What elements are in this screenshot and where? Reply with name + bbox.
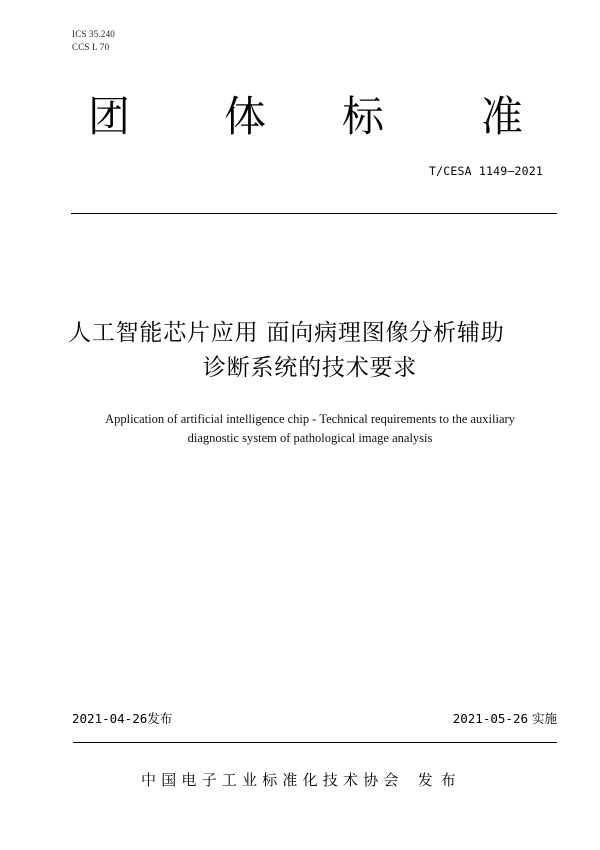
title-en-line-2: diagnostic system of pathological image analysis	[187, 431, 433, 445]
bottom-divider	[73, 742, 557, 743]
standard-type-char: 标	[342, 92, 385, 141]
release-date-label: 发布	[147, 711, 173, 726]
effective-date	[453, 710, 557, 728]
publisher	[141, 770, 464, 790]
effective-date-value: 2021-05-26	[452, 711, 528, 726]
standard-type-char: 团	[88, 92, 131, 141]
effective-date-label: 实施	[531, 711, 557, 726]
release-date	[72, 710, 172, 728]
top-divider	[71, 213, 557, 214]
ics-code: ICS 35.240	[72, 29, 116, 39]
publisher-action: 发布	[417, 771, 464, 789]
standard-type-char: 准	[481, 92, 524, 141]
title-en-line-1: Application of artificial intelligence chip - Technical requirements to the auxiliary	[105, 412, 515, 426]
publisher-name: 中国电子工业标准化技术协会	[141, 771, 404, 789]
title-zh-line-1: 人工智能芯片应用 面向病理图像分析辅助	[68, 320, 505, 346]
standard-number: T/CESA 1149—2021	[429, 164, 543, 178]
title-zh-line-2: 诊断系统的技术要求	[202, 355, 418, 381]
standard-type-char: 体	[224, 92, 267, 141]
ccs-code: CCS L 70	[72, 42, 110, 52]
release-date-value: 2021-04-26	[72, 711, 148, 726]
